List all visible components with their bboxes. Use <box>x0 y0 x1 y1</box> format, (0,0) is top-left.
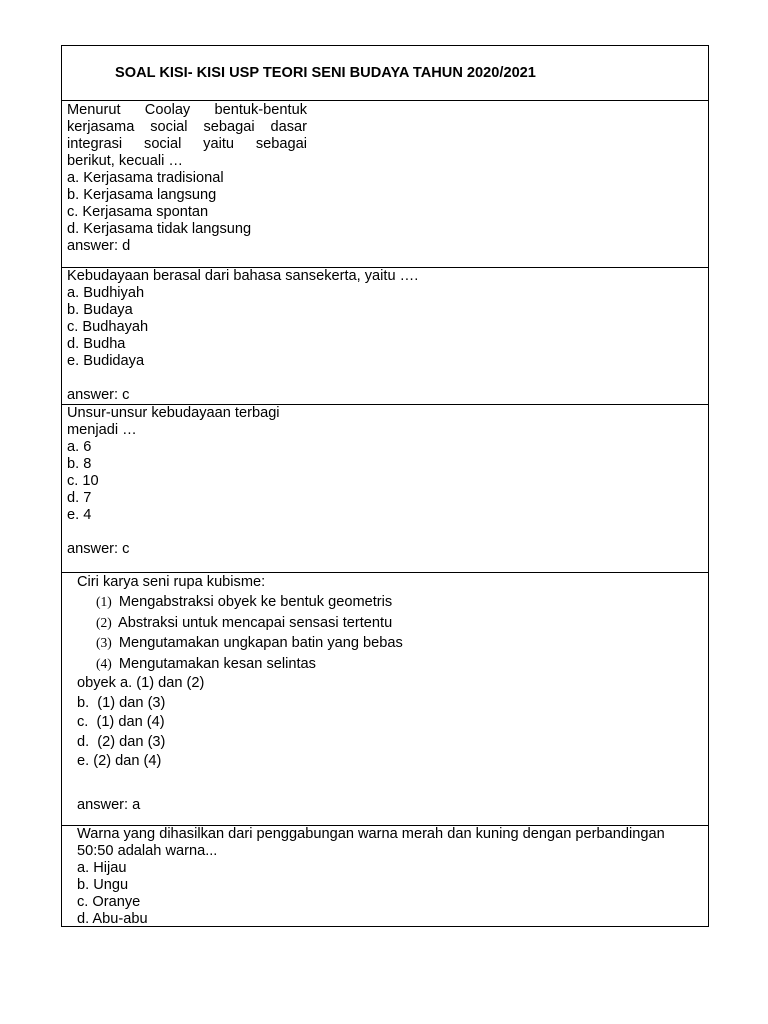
question-1-option-b: b. Kerjasama langsung <box>67 187 217 203</box>
question-4-option-a: obyek a. (1) dan (2) <box>77 675 205 691</box>
question-sheet-table <box>61 45 709 927</box>
spacer <box>67 370 708 387</box>
question-4-option-c: c. (1) dan (4) <box>77 714 165 730</box>
question-3-stem-line: menjadi … <box>67 422 137 438</box>
statement-number: (1) <box>96 594 112 609</box>
question-3-option-e: e. 4 <box>67 507 92 523</box>
question-3-stem-line: Unsur-unsur kebudayaan terbagi <box>67 405 280 421</box>
question-2-option-d: d. Budha <box>67 336 126 352</box>
question-2-option-a: a. Budhiyah <box>67 285 145 301</box>
question-2-stem: Kebudayaan berasal dari bahasa sansekerta, yaitu …. <box>67 268 419 284</box>
question-1-stem-line: kerjasama social sebagai dasar <box>67 119 307 135</box>
question-5-option-a: a. Hijau <box>77 860 127 876</box>
question-5-option-d: d. Abu-abu <box>77 911 148 927</box>
question-3 <box>62 404 708 572</box>
question-2 <box>62 267 708 404</box>
document-title: SOAL KISI- KISI USP TEORI SENI BUDAYA TAHUN 2020/2021 <box>115 65 536 81</box>
statement-text: Mengutamakan kesan selintas <box>118 655 316 672</box>
question-5-option-b: b. Ungu <box>77 877 129 893</box>
question-1-option-c: c. Kerjasama spontan <box>67 204 209 220</box>
question-4-answer: answer: a <box>77 796 141 813</box>
question-3-option-d: d. 7 <box>67 490 92 506</box>
statement-number: (2) <box>96 614 112 630</box>
question-1-stem-line: Menurut Coolay bentuk-bentuk <box>67 102 307 118</box>
question-2-option-c: c. Budhayah <box>67 319 149 335</box>
title-row <box>62 46 708 100</box>
statement-text: Mengabstraksi obyek ke bentuk geometris <box>118 594 393 610</box>
question-4-statement-3 <box>77 633 708 654</box>
question-4-stem: Ciri karya seni rupa kubisme: <box>77 574 266 590</box>
statement-text: Mengutamakan ungkapan batin yang bebas <box>118 635 403 651</box>
question-4-option-e: e. (2) dan (4) <box>77 753 162 769</box>
question-1 <box>62 100 708 267</box>
question-3-option-c: c. 10 <box>67 473 99 489</box>
statement-number: (3) <box>96 635 112 650</box>
question-1-stem-line: berikut, kecuali … <box>67 153 183 169</box>
question-5-stem-line: Warna yang dihasilkan dari penggabungan warna merah dan kuning dengan perbandingan <box>77 826 665 842</box>
question-3-answer: answer: c <box>67 541 130 557</box>
question-4-option-b: b. (1) dan (3) <box>77 694 166 711</box>
question-5-option-c: c. Oranye <box>77 894 141 910</box>
question-5-stem-line: 50:50 adalah warna... <box>77 843 218 859</box>
question-4-option-d: d. (2) dan (3) <box>77 733 166 750</box>
question-4-statement-1 <box>77 592 708 613</box>
statement-text: Abstraksi untuk mencapai sensasi tertentu <box>118 614 393 631</box>
question-4 <box>62 572 708 825</box>
question-1-option-d: d. Kerjasama tidak langsung <box>67 221 252 237</box>
question-4-statement-4 <box>77 654 708 675</box>
question-5 <box>62 825 708 926</box>
spacer <box>77 772 708 796</box>
question-2-answer: answer: c <box>67 387 130 403</box>
question-1-answer: answer: d <box>67 238 131 254</box>
question-1-option-a: a. Kerjasama tradisional <box>67 170 224 186</box>
question-1-stem-line: integrasi social yaitu sebagai <box>67 136 307 152</box>
question-3-option-a: a. 6 <box>67 439 92 455</box>
spacer <box>67 524 708 541</box>
question-2-option-b: b. Budaya <box>67 302 133 318</box>
question-4-statement-2 <box>77 613 708 634</box>
statement-number: (4) <box>96 655 112 671</box>
question-3-option-b: b. 8 <box>67 456 92 472</box>
question-2-option-e: e. Budidaya <box>67 353 145 369</box>
